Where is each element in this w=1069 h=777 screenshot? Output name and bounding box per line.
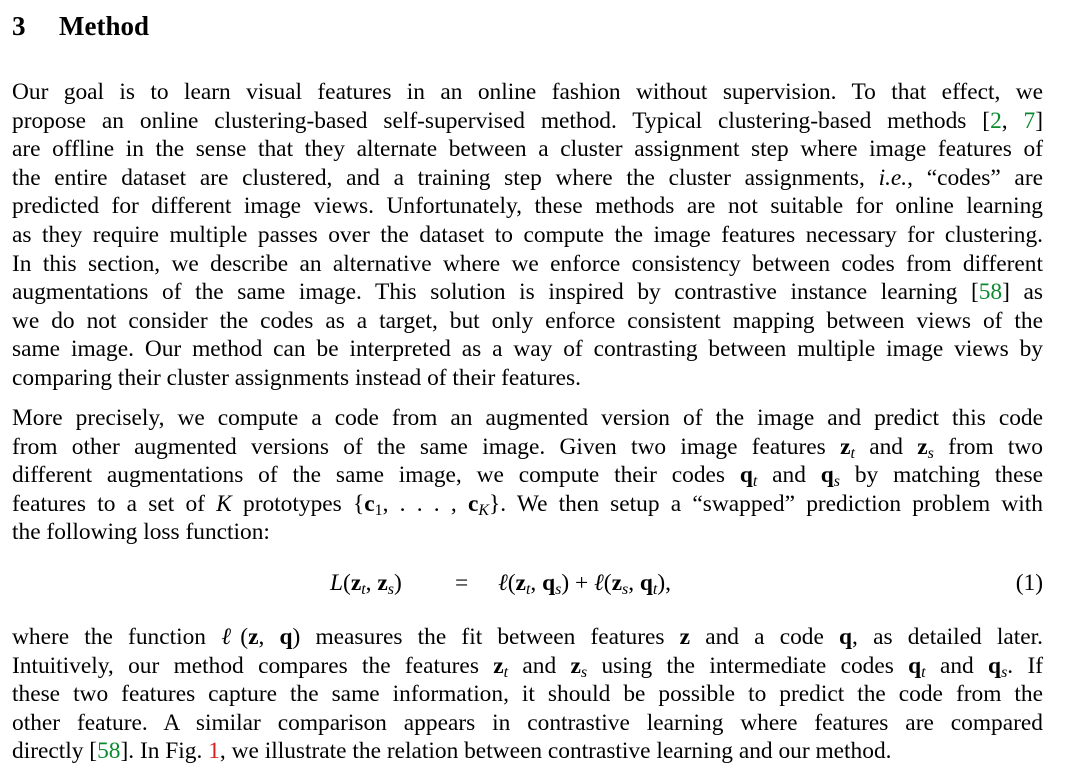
- text-line: Intuitively, our method compares the features $z_t$ and $z_s$ using the intermediate codes $q_t$ and $q_s$. If: [12, 652, 1044, 681]
- citation-link[interactable]: 7: [1023, 107, 1036, 134]
- text-line: propose an online clustering-based self-supervised method. Typical clustering-based methods [2, 7]: [12, 107, 1044, 134]
- citation-link[interactable]: 58: [97, 738, 121, 765]
- text-line: In this section, we describe an alternative where we enforce consistency between codes from different: [12, 250, 1043, 277]
- text-line: other feature. A similar comparison appears in contrastive learning where features are compared: [12, 709, 1043, 736]
- text-line: same image. Our method can be interpreted as a way of contrasting between multiple image views by: [12, 336, 1043, 363]
- section-number: 3: [12, 11, 26, 41]
- text-line: predicted for different image views. Unfortunately, these methods are not suitable for online learning: [12, 193, 1043, 220]
- text-line: the entire dataset are clustered, and a training step where the cluster assignments, i.e., “codes” are: [12, 164, 1043, 191]
- text-line: the following loss function:: [12, 519, 270, 546]
- equation-relation: =: [455, 570, 469, 596]
- text-line: we do not consider the codes as a target, but only enforce consistent mapping between views of the: [12, 307, 1043, 334]
- section-heading: [12, 6, 149, 46]
- text-line: where the function ℓ(z, q) measures the fit between features z and a code q, as detailed later.: [12, 624, 1044, 650]
- equation-rhs: $\ell(z_t$, $q_s$) + $\ell(z_s$, $q_t$),: [498, 570, 672, 598]
- citation-link[interactable]: 2: [990, 107, 1002, 134]
- paragraph-intro: [12, 78, 1043, 393]
- text-line: are offline in the sense that they alternate between a cluster assignment step where image features of: [12, 136, 1043, 163]
- section-title: Method: [59, 11, 149, 41]
- equation-lhs: $L(z_t$, $z_s$): [330, 570, 402, 598]
- citation-link[interactable]: 58: [978, 279, 1003, 306]
- text-line: Our goal is to learn visual features in an online fashion without supervision. To that effect, we: [12, 79, 1043, 105]
- text-line: comparing their cluster assignments instead of their features.: [12, 364, 581, 391]
- text-line: different augmentations of the same image, we compute their codes $q_t$ and $q_s$ by matching these: [12, 462, 1043, 491]
- equation-loss: [0, 563, 1069, 603]
- paragraph-swapped-prediction: [12, 404, 1043, 547]
- text-line: these two features capture the same information, it should be possible to predict the code from the: [12, 681, 1043, 708]
- equation-number: (1): [1015, 570, 1043, 596]
- text-line: from other augmented versions of the same image. Given two image features $z_t$ and $z_s$ from two: [12, 433, 1043, 462]
- text-line: More precisely, we compute a code from an augmented version of the image and predict this code: [12, 405, 1043, 431]
- text-line: directly [58]. In Fig. 1, we illustrate the relation between contrastive learning and our method.: [12, 738, 892, 765]
- paragraph-explanation: [12, 623, 1043, 766]
- text-line: features to a set of K prototypes {$c_1$, . . . , $c_K$}. We then setup a “swapped” prediction problem with: [12, 490, 1043, 519]
- text-line: as they require multiple passes over the dataset to compute the image features necessary for clustering.: [12, 221, 1043, 248]
- figure-reference-link[interactable]: 1: [208, 738, 220, 765]
- text-line: augmentations of the same image. This solution is inspired by contrastive instance learning [58] as: [12, 279, 1043, 306]
